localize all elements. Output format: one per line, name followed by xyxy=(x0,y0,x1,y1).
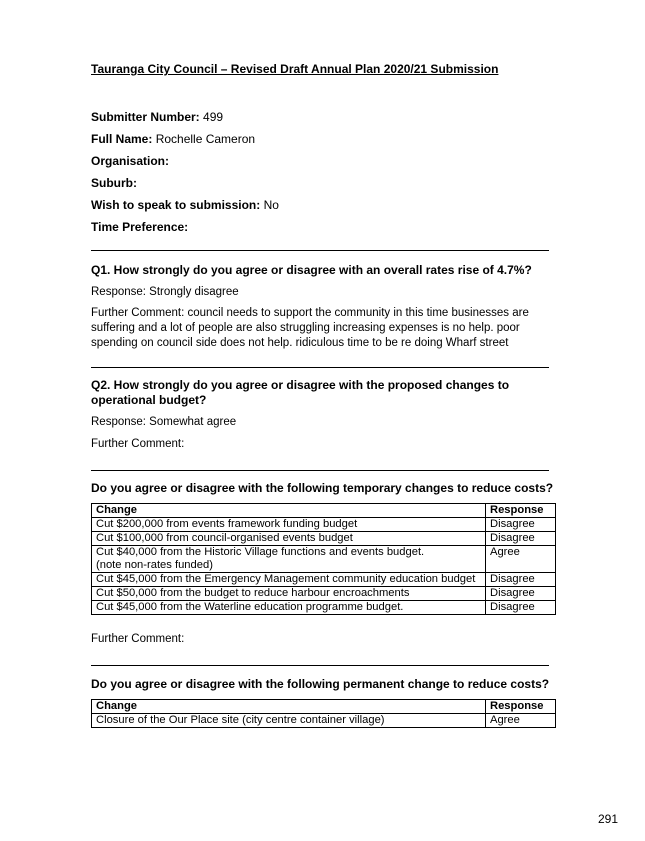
table-row xyxy=(92,518,556,532)
table-row xyxy=(92,546,556,573)
q2-question: Q2. How strongly do you agree or disagree with the proposed changes to operational budget? xyxy=(91,378,510,407)
divider xyxy=(91,665,549,666)
table-header-row xyxy=(92,700,556,714)
submitter-number: Submitter Number: 499 xyxy=(91,110,224,124)
cell-response: Agree xyxy=(486,714,556,728)
table-row xyxy=(92,532,556,546)
suburb: Suburb: xyxy=(91,176,137,190)
q3-comment: Further Comment: xyxy=(91,633,185,645)
table-row xyxy=(92,601,556,615)
cell-response: Disagree xyxy=(486,601,556,615)
full-name: Full Name: Rochelle Cameron xyxy=(91,132,256,146)
cell-response: Disagree xyxy=(486,573,556,587)
table-header-row xyxy=(92,504,556,518)
q2-response: Response: Somewhat agree xyxy=(91,416,237,428)
cell-change: Cut $45,000 from the Waterline education programme budget. xyxy=(92,601,486,615)
cell-change: Cut $50,000 from the budget to reduce harbour encroachments xyxy=(92,587,486,601)
q3-question: Do you agree or disagree with the following temporary changes to reduce costs? xyxy=(91,481,554,495)
cell-change: Cut $45,000 from the Emergency Management community education budget xyxy=(92,573,486,587)
q4-question: Do you agree or disagree with the following permanent change to reduce costs? xyxy=(91,677,550,691)
divider xyxy=(91,250,549,251)
q1-question: Q1. How strongly do you agree or disagree with an overall rates rise of 4.7%? xyxy=(91,263,532,277)
header-change: Change xyxy=(92,700,486,714)
document-title: Tauranga City Council – Revised Draft Annual Plan 2020/21 Submission xyxy=(91,62,499,76)
divider xyxy=(91,470,549,471)
table-row xyxy=(92,587,556,601)
temporary-changes-table xyxy=(91,503,556,615)
time-preference: Time Preference: xyxy=(91,220,189,234)
cell-response: Disagree xyxy=(486,587,556,601)
cell-change: Cut $40,000 from the Historic Village functions and events budget. (note non-rates funded) xyxy=(92,546,486,573)
q1-response: Response: Strongly disagree xyxy=(91,286,239,298)
page-number: 291 xyxy=(598,812,619,826)
q1-comment: Further Comment: council needs to support the community in this time businesses are suffering and a lot of people are also struggling increasing expenses is no help. poor spending on council side does not help. ridiculous time to be re doing Wharf street xyxy=(91,307,529,349)
cell-response: Agree xyxy=(486,546,556,573)
header-response: Response xyxy=(486,700,556,714)
organisation: Organisation: xyxy=(91,154,170,168)
table-row xyxy=(92,573,556,587)
cell-change: Closure of the Our Place site (city centre container village) xyxy=(92,714,486,728)
wish-to-speak: Wish to speak to submission: No xyxy=(91,198,279,212)
cell-response: Disagree xyxy=(486,518,556,532)
divider xyxy=(91,367,549,368)
q2-comment: Further Comment: xyxy=(91,438,185,450)
table-row xyxy=(92,714,556,728)
cell-response: Disagree xyxy=(486,532,556,546)
header-change: Change xyxy=(92,504,486,518)
cell-change: Cut $100,000 from council-organised events budget xyxy=(92,532,486,546)
cell-change: Cut $200,000 from events framework funding budget xyxy=(92,518,486,532)
permanent-changes-table xyxy=(91,699,556,728)
header-response: Response xyxy=(486,504,556,518)
